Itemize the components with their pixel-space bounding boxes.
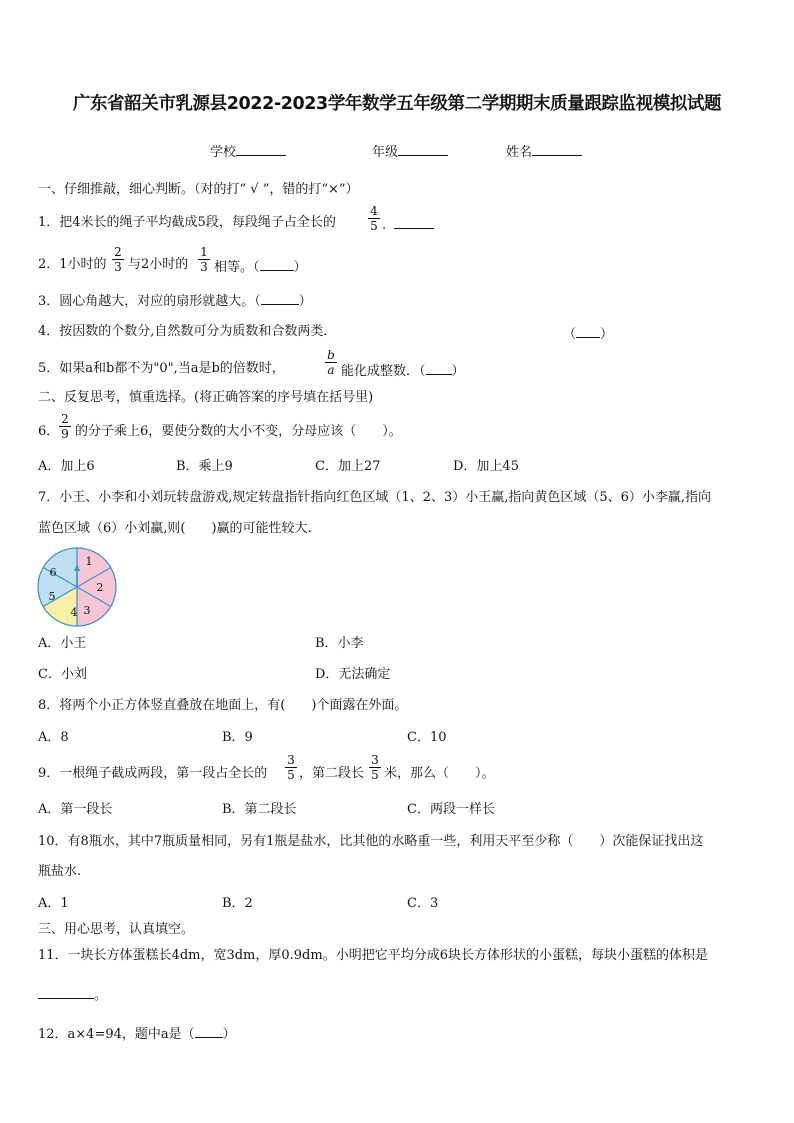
- section3-heading: 三、用心思考，认真填空。: [38, 922, 195, 937]
- q7-option-b[interactable]: B．小李: [315, 636, 364, 651]
- q9-f1-num: 3: [285, 754, 297, 768]
- q7-line1: 7．小王、小李和小刘玩转盘游戏,规定转盘指针指向红色区域（1、2、3）小王赢,指向黄色区域（5、6）小李赢,指向: [38, 490, 712, 505]
- name-label: 姓名: [506, 145, 533, 160]
- q5-close: ）: [451, 364, 465, 379]
- q12-close: ）: [222, 1027, 236, 1042]
- q1-dot: .: [382, 218, 387, 233]
- sector-label-5: 5: [48, 590, 56, 603]
- q2-part-b: 与2小时的: [128, 257, 189, 272]
- q4-answer[interactable]: [563, 324, 613, 343]
- q1-answer[interactable]: [382, 215, 434, 234]
- q3-close: ）: [298, 294, 312, 309]
- q11-answer[interactable]: [38, 985, 107, 1004]
- q2-f2-num: 1: [198, 246, 210, 260]
- school-field[interactable]: [210, 142, 286, 161]
- q6-fraction: [59, 413, 71, 440]
- q9-fraction-2: [369, 754, 381, 781]
- sector-label-6: 6: [49, 566, 57, 579]
- q9-option-b[interactable]: B．第二段长: [222, 802, 297, 817]
- q7-option-d[interactable]: D．无法确定: [315, 667, 391, 682]
- q9-f2-den: 5: [371, 768, 379, 782]
- q9-part-b: ，第二段长: [299, 766, 365, 781]
- school-label: 学校: [210, 145, 237, 160]
- q8-option-c[interactable]: C．10: [407, 730, 447, 745]
- q6-frac-den: 9: [61, 427, 69, 441]
- q12[interactable]: [38, 1024, 236, 1043]
- page-title: 广东省韶关市乳源县2022-2023学年数学五年级第二学期期末质量跟踪监视模拟试题: [72, 94, 722, 114]
- q2-f2-den: 3: [200, 260, 208, 274]
- q9-option-c[interactable]: C．两段一样长: [407, 802, 495, 817]
- q10-option-b[interactable]: B．2: [222, 896, 253, 911]
- q5-frac-den: a: [327, 363, 335, 377]
- sector-label-3: 3: [83, 604, 91, 617]
- sector-label-4: 4: [70, 606, 78, 619]
- q11-line1: 11．一块长方体蛋糕长4dm，宽3dm，厚0.9dm。小明把它平均分成6块长方体形状的小蛋糕，每块小蛋糕的体积是: [38, 948, 708, 963]
- q5-stem: 5．如果a和b都不为"0",当a是b的倍数时，: [38, 361, 285, 376]
- q4-close: ）: [600, 327, 614, 342]
- q2-answer[interactable]: [214, 257, 307, 276]
- q10-option-c[interactable]: C．3: [407, 896, 439, 911]
- q1-fraction: [368, 205, 380, 232]
- q6-option-a[interactable]: A．加上6: [38, 459, 95, 474]
- q9-part-a: 9．一根绳子截成两段，第一段占全长的: [38, 766, 268, 781]
- q10-option-a[interactable]: A．1: [38, 896, 69, 911]
- q2-fraction-2: [198, 246, 210, 273]
- q2-part-c: 相等。（: [214, 260, 260, 275]
- q10-line2: 瓶盐水.: [38, 864, 82, 879]
- q9-part-c: 米，那么（ ）。: [384, 766, 495, 781]
- q1-frac-den: 5: [370, 219, 378, 233]
- q11-end: 。: [94, 988, 108, 1003]
- q12-stem: 12．a×4=94，题中a是（: [38, 1027, 195, 1042]
- q8-option-a[interactable]: A．8: [38, 730, 69, 745]
- q3-stem: 3．圆心角越大，对应的扇形就越大。（: [38, 294, 261, 309]
- q2-fraction-1: [112, 246, 124, 273]
- q9-f2-num: 3: [369, 754, 381, 768]
- q6-option-d[interactable]: D．加上45: [453, 459, 519, 474]
- q2-f1-den: 3: [114, 260, 122, 274]
- q4-open: （: [563, 327, 577, 342]
- q8-option-b[interactable]: B．9: [222, 730, 253, 745]
- q6-option-c[interactable]: C．加上27: [315, 459, 381, 474]
- sector-label-1: 1: [85, 555, 93, 568]
- spinner-wheel: [36, 546, 118, 628]
- sector-label-2: 2: [96, 581, 104, 594]
- q1-stem: 1．把4米长的绳子平均截成5段，每段绳子占全长的: [38, 215, 336, 230]
- q1-frac-num: 4: [368, 205, 380, 219]
- q6-frac-num: 2: [59, 413, 71, 427]
- q7-option-c[interactable]: C．小刘: [38, 667, 87, 682]
- name-field[interactable]: [506, 142, 582, 161]
- q2-part-a: 2．1小时的: [38, 257, 107, 272]
- q9-f1-den: 5: [287, 768, 295, 782]
- q5-answer[interactable]: [341, 361, 465, 380]
- section1-heading: 一、仔细推敲，细心判断。（对的打“ √ ”，错的打“×”）: [38, 182, 359, 197]
- q4-stem: 4．按因数的个数分,自然数可分为质数和合数两类．: [38, 324, 337, 339]
- q3[interactable]: [38, 291, 312, 310]
- q7-line2: 蓝色区域（6）小刘赢,则( )赢的可能性较大.: [38, 521, 312, 536]
- q6-stem: 的分子乘上6，要使分数的大小不变，分母应该（ ）。: [75, 424, 402, 439]
- q6-option-b[interactable]: B．乘上9: [176, 459, 233, 474]
- q7-option-a[interactable]: A．小王: [38, 636, 87, 651]
- q6-number: 6．: [38, 424, 60, 439]
- grade-label: 年级: [372, 145, 399, 160]
- q5-tail: 能化成整数．（: [341, 364, 426, 379]
- q8-stem: 8．将两个小正方体竖直叠放在地面上，有( )个面露在外面。: [38, 698, 408, 713]
- q5-fraction: [325, 349, 337, 376]
- q9-option-a[interactable]: A．第一段长: [38, 802, 113, 817]
- q2-f1-num: 2: [112, 246, 124, 260]
- q5-frac-num: b: [325, 349, 337, 363]
- q10-line1: 10．有8瓶水，其中7瓶质量相同，另有1瓶是盐水，比其他的水略重一些，利用天平至少称（ ）次能保证找出这: [38, 834, 704, 849]
- q9-fraction-1: [285, 754, 297, 781]
- q1-text: [38, 215, 336, 231]
- q2-part-d: ）: [293, 260, 307, 275]
- section2-heading: 二、反复思考，慎重选择。(将正确答案的序号填在括号里): [38, 390, 374, 405]
- grade-field[interactable]: [372, 142, 448, 161]
